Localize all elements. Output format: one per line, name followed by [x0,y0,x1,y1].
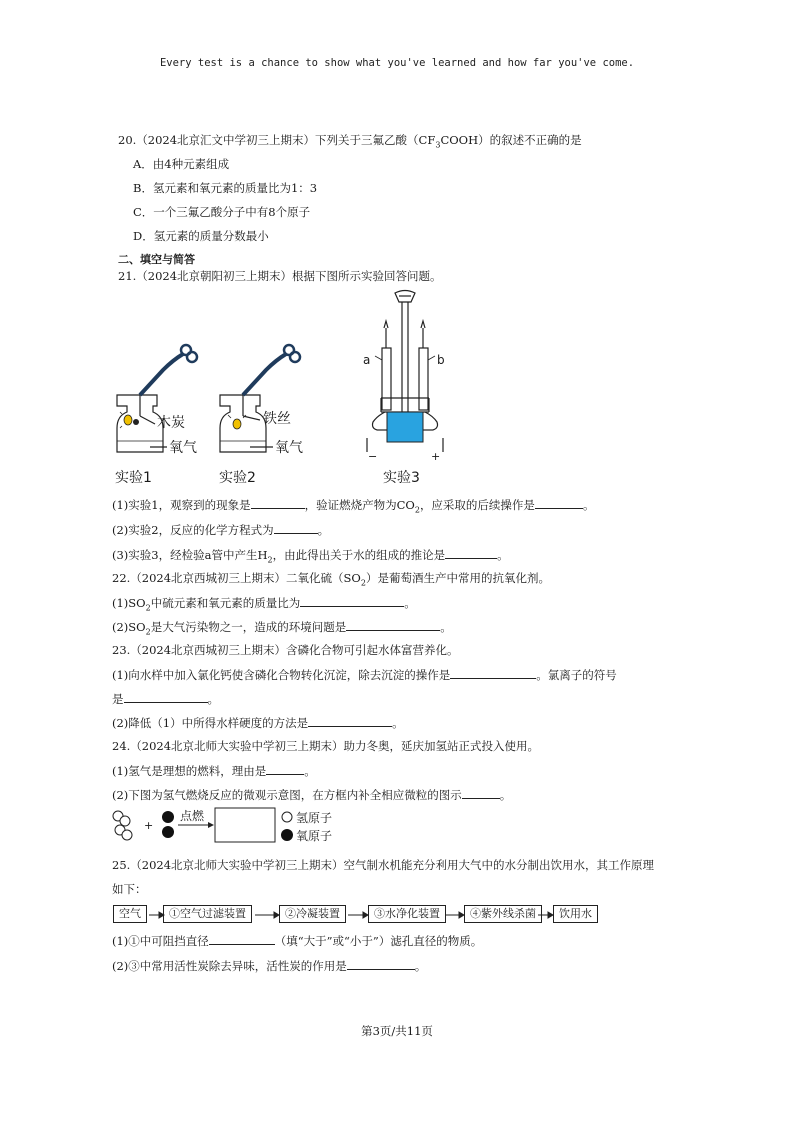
flow-step-air: 空气 [113,905,147,923]
q21-p2-b: 。 [317,523,330,537]
q21-p3-b: ，由此得出关于水的组成的推论是 [272,548,446,562]
q23-p2-b: 。 [392,716,404,730]
q21-p2-a: (2)实验2，反应的化学方程式为 [112,523,274,537]
q22-stem-sub: 2 [360,578,366,588]
exp1-charcoal-label: 木炭 [157,415,185,431]
q20-option-a: A．由4种元素组成 [133,157,230,171]
flow-arrow-5 [548,912,553,918]
q21-p3-sub: 2 [267,555,273,565]
q23-p1-blank2 [124,690,208,703]
flow-arrow-3 [363,912,368,918]
hydrogen-atom-legend-icon [282,812,292,822]
q25-p2-blank [347,957,415,970]
q25-part1 [112,932,482,949]
reaction-arrow-head [208,822,214,828]
exp1-apparatus [117,345,197,452]
flow-step-condense: ②冷凝装置 [279,905,346,923]
q22-p2-a: (2)SO [112,620,146,634]
q25-p1-b: （填“大于”或“小于”）滤孔直径的物质。 [274,934,483,948]
exp1-caption: 实验1 [115,470,152,486]
section-title: 二、填空与简答 [118,253,195,266]
exp2-spark-icon [228,415,246,429]
q24-plus-label: + [144,819,154,832]
q23-p1-c: 是 [112,692,124,706]
flow-step-filter: ①空气过滤装置 [163,905,252,923]
q25-p1-blank [209,932,275,945]
q23-part1 [112,666,617,683]
q25-stem: 25.（2024北京北师大实验中学初三上期末）空气制水机能充分利用大气中的水分制出饮用水，其工作原理 [112,858,655,872]
exp2-wire-label: 铁丝 [263,411,291,427]
q20-stem [118,132,582,153]
q21-p1-d: 。 [582,498,595,512]
q21-p1-a: (1)实验1，观察到的现象是 [112,498,251,512]
flow-arrows [113,905,613,925]
exp3-plus-label: + [431,450,441,463]
q24-condition-label: 点燃 [180,809,205,823]
q23-p2-a: (2)降低（1）中所得水样硬度的方法是 [112,716,309,730]
q22-p2-blank [346,618,440,631]
q21-p3-a: (3)实验3，经检验a管中产生H [112,548,268,562]
q23-p1-d: 。 [207,692,219,706]
q22-p1-a: (1)SO [112,596,146,610]
q22-stem-b: ）是葡萄酒生产中常用的抗氧化剂。 [365,571,550,585]
legend-oxygen-label: 氧原子 [296,829,333,843]
q24-p1-blank [266,762,304,775]
hydrogen-molecules-icon [113,811,132,840]
oxygen-atom-legend-icon [281,829,293,841]
q23-p2-blank [308,714,392,727]
q23-stem: 23.（2024北京西城初三上期末）含磷化合物可引起水体富营养化。 [112,643,459,657]
flow-arrow-4 [459,912,464,918]
q21-part3 [112,546,509,568]
flow-step-drinking-water: 饮用水 [553,905,598,923]
q24-micro-diagram [108,806,348,846]
q24-p1-a: (1)氢气是理想的燃料，理由是 [112,764,267,778]
q20-stem-sub: 3 [435,140,441,150]
q23-p1-b: 。氯离子的符号 [536,668,617,682]
q21-part1 [112,496,594,518]
q24-stem: 24.（2024北京北师大实验中学初三上期末）助力冬奥，延庆加氢站正式投入使用。 [112,739,540,753]
q22-p2-c: 。 [440,620,452,634]
exp3-power-supply [387,412,423,442]
q25-p2-a: (2)③中常用活性炭除去异味，活性炭的作用是 [112,959,347,973]
q23-part2 [112,714,404,731]
header-motto: Every test is a chance to show what you've learned and how far you've come. [159,57,635,69]
q21-part2 [112,521,329,538]
q20-option-d: D．氢元素的质量分数最小 [133,229,269,243]
exp1-oxygen-label: 氧气 [169,440,197,456]
q21-p2-blank [274,521,318,534]
q24-part1 [112,762,316,779]
exp3-tube-b-label: b [437,353,445,367]
q21-experiment-figure [105,288,445,490]
q21-p1-b: ，验证燃烧产物为CO [304,498,415,512]
q22-stem-a: 22.（2024北京西城初三上期末）二氧化硫（SO [112,571,361,585]
q23-part1-cont [112,690,219,707]
q20-option-c: C．一个三氟乙酸分子中有8个原子 [133,205,311,219]
q22-part2 [112,618,452,640]
q24-p2-a: (2)下图为氢气燃烧反应的微观示意图，在方框内补全相应微粒的图示 [112,788,462,802]
page-number: 第3页/共11页 [361,1024,433,1038]
legend-hydrogen-label: 氢原子 [296,811,333,825]
q21-p1-blank1 [251,496,305,509]
q22-p1-sub: 2 [145,603,151,613]
q24-p2-b: 。 [499,788,512,802]
q20-stem-post: COOH）的叙述不正确的是 [440,133,582,147]
q21-p3-c: 。 [497,548,509,562]
q24-part2 [112,786,511,803]
q24-p2-blank [462,786,500,799]
exp2-oxygen-label: 氧气 [275,440,303,456]
exp3-caption: 实验3 [383,470,420,486]
exp3-tube-a-label: a [363,353,371,367]
flow-step-uv: ④紫外线杀菌 [464,905,542,923]
q24-p1-b: 。 [304,764,316,778]
q21-p3-blank [445,546,497,559]
q22-p1-c: 。 [404,596,416,610]
q20-stem-pre: 20.（2024北京汇文中学初三上期末）下列关于三氟乙酸（CF [118,133,436,147]
oxygen-molecule-icon [162,811,174,838]
q21-stem: 21.（2024北京朝阳初三上期末）根据下图所示实验回答问题。 [118,269,442,283]
q21-p1-sub: 2 [414,505,420,515]
q20-option-b: B．氢元素和氧元素的质量比为1：3 [133,181,318,195]
q22-part1 [112,594,416,616]
flow-step-purify: ③水净化装置 [368,905,446,923]
q22-p1-blank [300,594,404,607]
exp3-minus-label: − [368,450,378,463]
q25-p1-a: (1)①中可阻挡直径 [112,934,209,948]
answer-box [215,808,275,842]
q25-p2-b: 。 [414,959,427,973]
flow-arrow-1 [159,912,164,918]
q22-p2-b: 是大气污染物之一，造成的环境问题是 [150,620,347,634]
exp2-apparatus [220,345,300,452]
q25-part2 [112,957,426,974]
q23-p1-a: (1)向水样中加入氯化钙使含磷化合物转化沉淀，除去沉淀的操作是 [112,668,451,682]
q22-stem [112,570,550,591]
q21-p1-blank2 [535,496,583,509]
q21-p1-c: ，应采取的后续操作是 [419,498,535,512]
q22-p2-sub: 2 [145,627,151,637]
q22-p1-b: 中硫元素和氧元素的质量比为 [150,596,301,610]
exp2-caption: 实验2 [219,470,256,486]
q25-stem-cont: 如下： [112,882,147,896]
q23-p1-blank1 [450,666,536,679]
flow-arrow-2 [274,912,279,918]
